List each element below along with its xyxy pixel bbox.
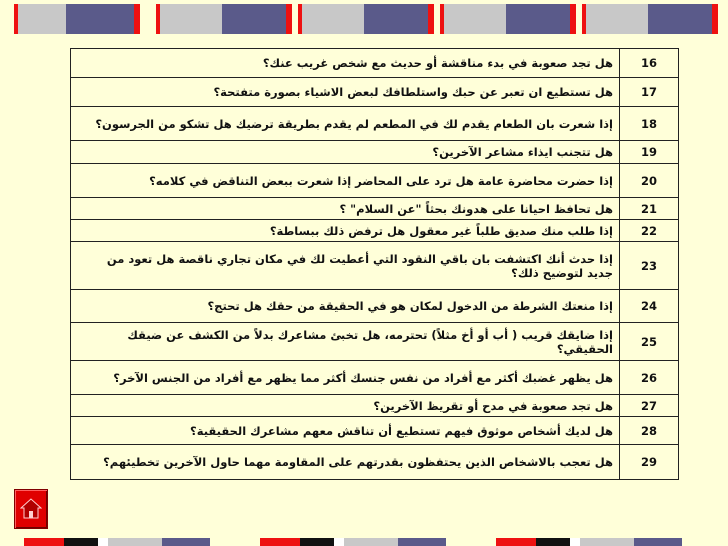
table-row [71, 141, 679, 164]
table-row [71, 395, 679, 417]
top-decorative-stripe [0, 4, 728, 34]
questions-table [70, 48, 679, 480]
question-text: هل تعجب بالاشخاص الذين يحتفظون بقدرتهم على المقاومة مهما حاول الآخرين تخطيئهم؟ [71, 445, 620, 480]
table-row [71, 323, 679, 361]
question-text: هل يظهر غضبك أكثر مع أفراد من نفس جنسك أكثر مما يظهر مع أفراد من الجنس الآخر؟ [71, 361, 620, 395]
question-text: هل تجد صعوبة في بدء مناقشة أو حديث مع شخص غريب عنك؟ [71, 49, 620, 78]
question-text: هل تستطيع ان تعبر عن حبك واستلطافك لبعض الاشياء بصورة متفتحة؟ [71, 78, 620, 107]
question-number: 18 [620, 107, 679, 141]
table-row [71, 417, 679, 445]
question-text: إذا منعتك الشرطة من الدخول لمكان هو في الحقيقة من حقك هل تحتج؟ [71, 290, 620, 323]
table-row [71, 49, 679, 78]
question-number: 28 [620, 417, 679, 445]
question-text: هل لديك أشخاص موثوق فيهم تستطيع أن تناقش معهم مشاعرك الحقيقية؟ [71, 417, 620, 445]
question-number: 27 [620, 395, 679, 417]
table-row [71, 198, 679, 220]
table-row [71, 107, 679, 141]
question-text: هل تجد صعوبة في مدح أو تقريظ الآخرين؟ [71, 395, 620, 417]
question-text: إذا طلب منك صديق طلباً غير معقول هل ترفض ذلك ببساطة؟ [71, 220, 620, 242]
question-text: إذا شعرت بان الطعام يقدم لك في المطعم لم يقدم بطريقة ترضيك هل تشكو من الجرسون؟ [71, 107, 620, 141]
question-number: 25 [620, 323, 679, 361]
question-number: 24 [620, 290, 679, 323]
table-row [71, 78, 679, 107]
question-text: هل تحافظ احيانا على هدونك بحثاً "عن السلام" ؟ [71, 198, 620, 220]
question-number: 21 [620, 198, 679, 220]
question-text: إذا حدث أنك اكتشفت بان باقي النقود التي أعطيت لك في مكان تجاري ناقصة هل تعود من جديد لتوضيح ذلك؟ [71, 242, 620, 290]
table-row [71, 290, 679, 323]
question-text: هل تتجنب ايذاء مشاعر الآخرين؟ [71, 141, 620, 164]
question-number: 23 [620, 242, 679, 290]
question-text: إذا ضايقك قريب ( أب أو أخ مثلاً) تحترمه، هل تخبئ مشاعرك بدلاً من الكشف عن ضيقك الحقيقي؟ [71, 323, 620, 361]
question-number: 19 [620, 141, 679, 164]
question-number: 16 [620, 49, 679, 78]
question-number: 29 [620, 445, 679, 480]
table-row [71, 164, 679, 198]
question-number: 17 [620, 78, 679, 107]
question-number: 22 [620, 220, 679, 242]
table-row [71, 220, 679, 242]
question-number: 20 [620, 164, 679, 198]
home-icon [20, 498, 42, 520]
question-text: إذا حضرت محاضرة عامة هل ترد على المحاضر إذا شعرت ببعض التناقض في كلامه؟ [71, 164, 620, 198]
table-row [71, 445, 679, 480]
home-button[interactable] [14, 489, 48, 529]
bottom-decorative-stripe [0, 538, 728, 546]
question-number: 26 [620, 361, 679, 395]
table-row [71, 361, 679, 395]
table-row [71, 242, 679, 290]
